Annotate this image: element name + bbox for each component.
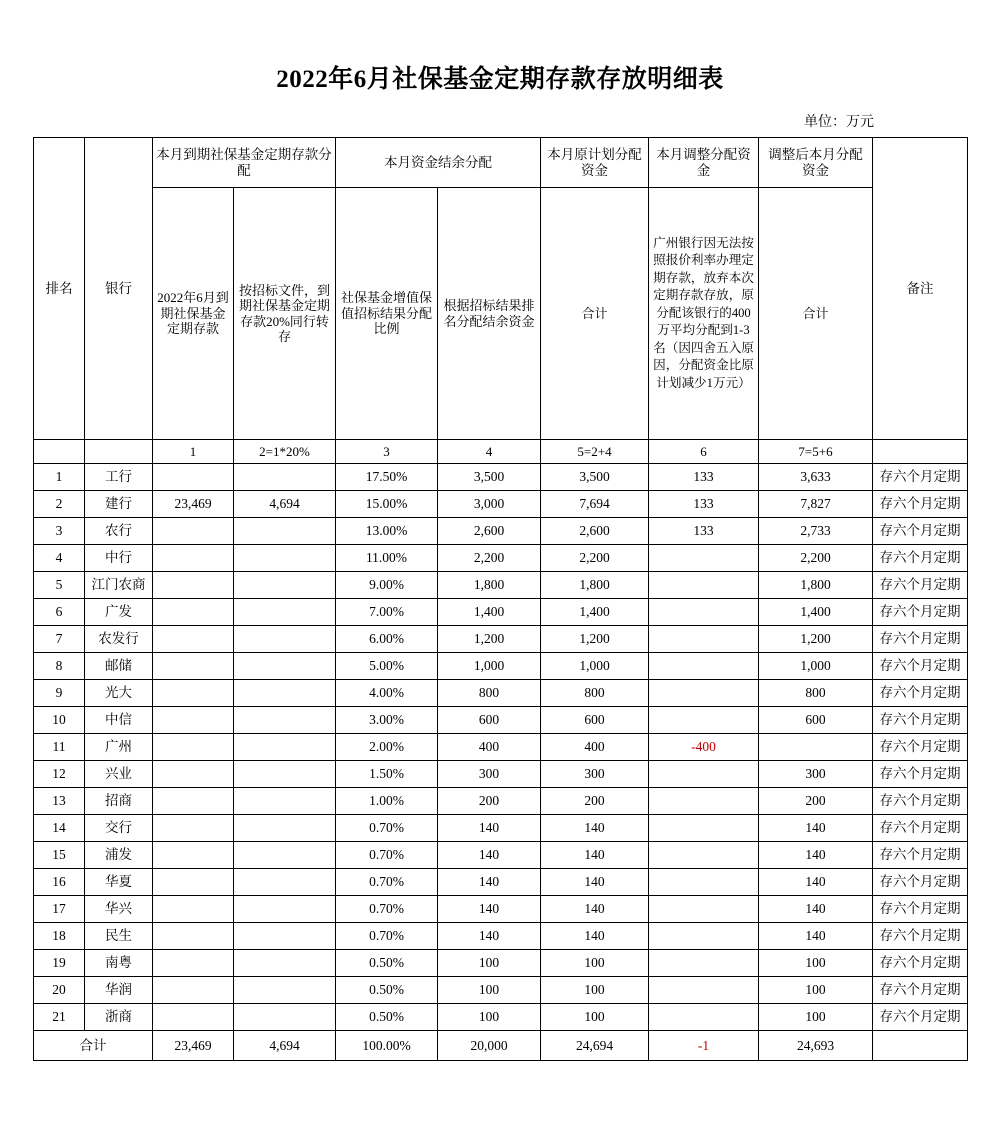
cell-col6 (649, 896, 759, 923)
cell-col4: 1,400 (438, 599, 541, 626)
table-row (34, 788, 968, 815)
cell-col7: 800 (759, 680, 873, 707)
header-original-plan: 本月原计划分配资金 (541, 138, 649, 188)
cell-col1: 23,469 (153, 491, 234, 518)
cell-rank: 5 (34, 572, 85, 599)
cell-col2 (234, 977, 336, 1004)
cell-col6 (649, 545, 759, 572)
cell-bank: 工行 (85, 464, 153, 491)
total-col4: 20,000 (438, 1031, 541, 1061)
formula-bank (85, 440, 153, 464)
cell-bank: 中信 (85, 707, 153, 734)
cell-rank: 1 (34, 464, 85, 491)
total-col7: 24,693 (759, 1031, 873, 1061)
cell-col6: 133 (649, 464, 759, 491)
cell-bank: 南粤 (85, 950, 153, 977)
cell-rank: 11 (34, 734, 85, 761)
subheader-col2: 按招标文件，到期社保基金定期存款20%同行转存 (234, 188, 336, 440)
cell-remark: 存六个月定期 (873, 842, 968, 869)
cell-col6 (649, 950, 759, 977)
cell-col7: 140 (759, 842, 873, 869)
subheader-col5: 合计 (541, 188, 649, 440)
formula-col6: 6 (649, 440, 759, 464)
cell-col7: 140 (759, 896, 873, 923)
formula-col4: 4 (438, 440, 541, 464)
cell-col4: 1,800 (438, 572, 541, 599)
table-row (34, 680, 968, 707)
cell-rank: 13 (34, 788, 85, 815)
cell-col3: 0.50% (336, 1004, 438, 1031)
header-maturing-allocation: 本月到期社保基金定期存款分配 (153, 138, 336, 188)
cell-col5: 3,500 (541, 464, 649, 491)
subheader-col7: 合计 (759, 188, 873, 440)
cell-col1 (153, 1004, 234, 1031)
table-row (34, 869, 968, 896)
cell-remark: 存六个月定期 (873, 707, 968, 734)
cell-col4: 140 (438, 896, 541, 923)
header-remark: 备注 (873, 138, 968, 440)
cell-bank: 民生 (85, 923, 153, 950)
cell-col6 (649, 761, 759, 788)
cell-col4: 140 (438, 869, 541, 896)
cell-bank: 华夏 (85, 869, 153, 896)
cell-col3: 0.70% (336, 896, 438, 923)
cell-col6 (649, 842, 759, 869)
cell-remark: 存六个月定期 (873, 788, 968, 815)
cell-col5: 800 (541, 680, 649, 707)
subheader-col1: 2022年6月到期社保基金定期存款 (153, 188, 234, 440)
table-row (34, 977, 968, 1004)
cell-col7: 140 (759, 815, 873, 842)
cell-bank: 江门农商 (85, 572, 153, 599)
table-row (34, 815, 968, 842)
cell-col1 (153, 842, 234, 869)
cell-rank: 4 (34, 545, 85, 572)
table-row (34, 950, 968, 977)
cell-col2 (234, 788, 336, 815)
cell-col1 (153, 518, 234, 545)
cell-col1 (153, 734, 234, 761)
cell-col5: 200 (541, 788, 649, 815)
table-row (34, 896, 968, 923)
cell-col7: 2,733 (759, 518, 873, 545)
cell-col7: 2,200 (759, 545, 873, 572)
cell-col5: 600 (541, 707, 649, 734)
table-row (34, 464, 968, 491)
deposit-allocation-table (33, 137, 968, 1061)
cell-col5: 140 (541, 923, 649, 950)
cell-col6 (649, 572, 759, 599)
cell-col5: 1,800 (541, 572, 649, 599)
cell-col4: 1,200 (438, 626, 541, 653)
cell-col3: 0.70% (336, 815, 438, 842)
cell-col5: 140 (541, 869, 649, 896)
cell-col7 (759, 734, 873, 761)
cell-rank: 14 (34, 815, 85, 842)
cell-col2 (234, 707, 336, 734)
cell-col6: -400 (649, 734, 759, 761)
page-title: 2022年6月社保基金定期存款存放明细表 (276, 66, 724, 93)
cell-remark: 存六个月定期 (873, 626, 968, 653)
cell-col6: 133 (649, 491, 759, 518)
cell-col6 (649, 707, 759, 734)
cell-rank: 2 (34, 491, 85, 518)
cell-col2 (234, 653, 336, 680)
cell-remark: 存六个月定期 (873, 653, 968, 680)
cell-col4: 400 (438, 734, 541, 761)
header-adjusted-amount: 本月调整分配资金 (649, 138, 759, 188)
cell-remark: 存六个月定期 (873, 572, 968, 599)
cell-col1 (153, 626, 234, 653)
cell-col5: 100 (541, 950, 649, 977)
table-row (34, 518, 968, 545)
cell-col7: 100 (759, 977, 873, 1004)
cell-col4: 100 (438, 950, 541, 977)
cell-bank: 农行 (85, 518, 153, 545)
cell-col2 (234, 572, 336, 599)
header-after-adjustment: 调整后本月分配资金 (759, 138, 873, 188)
table-row (34, 707, 968, 734)
cell-remark: 存六个月定期 (873, 545, 968, 572)
formula-remark (873, 440, 968, 464)
cell-col6 (649, 599, 759, 626)
cell-bank: 兴业 (85, 761, 153, 788)
cell-remark: 存六个月定期 (873, 761, 968, 788)
table-row (34, 842, 968, 869)
header-balance-allocation: 本月资金结余分配 (336, 138, 541, 188)
cell-col7: 1,400 (759, 599, 873, 626)
cell-col1 (153, 653, 234, 680)
cell-col1 (153, 869, 234, 896)
cell-col1 (153, 707, 234, 734)
cell-rank: 7 (34, 626, 85, 653)
cell-col6 (649, 788, 759, 815)
cell-col5: 300 (541, 761, 649, 788)
cell-col5: 1,200 (541, 626, 649, 653)
cell-col4: 140 (438, 923, 541, 950)
cell-col3: 0.70% (336, 923, 438, 950)
cell-remark: 存六个月定期 (873, 950, 968, 977)
total-col6: -1 (649, 1031, 759, 1061)
table-row (34, 572, 968, 599)
cell-col2 (234, 599, 336, 626)
table-row (34, 923, 968, 950)
cell-col3: 0.70% (336, 842, 438, 869)
cell-col7: 1,200 (759, 626, 873, 653)
cell-col1 (153, 896, 234, 923)
table-row (34, 545, 968, 572)
cell-col5: 140 (541, 896, 649, 923)
cell-col7: 200 (759, 788, 873, 815)
formula-col1: 1 (153, 440, 234, 464)
cell-col6 (649, 977, 759, 1004)
total-col1: 23,469 (153, 1031, 234, 1061)
cell-col4: 140 (438, 815, 541, 842)
cell-bank: 华兴 (85, 896, 153, 923)
cell-col2 (234, 869, 336, 896)
cell-col3: 4.00% (336, 680, 438, 707)
cell-rank: 8 (34, 653, 85, 680)
cell-col6 (649, 680, 759, 707)
cell-remark: 存六个月定期 (873, 923, 968, 950)
cell-col3: 0.50% (336, 977, 438, 1004)
cell-bank: 交行 (85, 815, 153, 842)
cell-rank: 16 (34, 869, 85, 896)
cell-remark: 存六个月定期 (873, 1004, 968, 1031)
header-bank: 银行 (85, 138, 153, 440)
cell-rank: 19 (34, 950, 85, 977)
cell-col3: 9.00% (336, 572, 438, 599)
cell-col2 (234, 815, 336, 842)
cell-col5: 1,000 (541, 653, 649, 680)
cell-bank: 农发行 (85, 626, 153, 653)
cell-bank: 建行 (85, 491, 153, 518)
cell-col2 (234, 734, 336, 761)
cell-bank: 光大 (85, 680, 153, 707)
cell-col3: 5.00% (336, 653, 438, 680)
cell-col1 (153, 977, 234, 1004)
cell-col5: 2,200 (541, 545, 649, 572)
cell-col1 (153, 950, 234, 977)
cell-col2 (234, 950, 336, 977)
cell-col6 (649, 815, 759, 842)
cell-col5: 2,600 (541, 518, 649, 545)
cell-col7: 1,800 (759, 572, 873, 599)
cell-col1 (153, 680, 234, 707)
cell-col6 (649, 923, 759, 950)
cell-col1 (153, 545, 234, 572)
cell-col5: 100 (541, 977, 649, 1004)
cell-col1 (153, 599, 234, 626)
cell-col4: 3,500 (438, 464, 541, 491)
cell-col4: 140 (438, 842, 541, 869)
cell-col7: 140 (759, 923, 873, 950)
cell-col2 (234, 1004, 336, 1031)
cell-bank: 广发 (85, 599, 153, 626)
table-header-group-row (34, 138, 968, 188)
cell-col5: 400 (541, 734, 649, 761)
cell-bank: 中行 (85, 545, 153, 572)
table-row (34, 761, 968, 788)
table-row (34, 599, 968, 626)
cell-col3: 0.70% (336, 869, 438, 896)
cell-col3: 6.00% (336, 626, 438, 653)
cell-rank: 9 (34, 680, 85, 707)
cell-col4: 100 (438, 1004, 541, 1031)
cell-rank: 20 (34, 977, 85, 1004)
cell-col2 (234, 464, 336, 491)
cell-remark: 存六个月定期 (873, 680, 968, 707)
cell-remark: 存六个月定期 (873, 977, 968, 1004)
cell-col4: 2,600 (438, 518, 541, 545)
cell-col2 (234, 842, 336, 869)
cell-col3: 13.00% (336, 518, 438, 545)
cell-col7: 1,000 (759, 653, 873, 680)
cell-rank: 15 (34, 842, 85, 869)
cell-col3: 1.50% (336, 761, 438, 788)
cell-col6 (649, 626, 759, 653)
cell-rank: 6 (34, 599, 85, 626)
total-label: 合计 (34, 1031, 153, 1061)
cell-col2 (234, 896, 336, 923)
cell-col4: 100 (438, 977, 541, 1004)
table-row (34, 626, 968, 653)
cell-col2 (234, 680, 336, 707)
cell-remark: 存六个月定期 (873, 734, 968, 761)
cell-col6 (649, 869, 759, 896)
cell-col4: 1,000 (438, 653, 541, 680)
cell-rank: 17 (34, 896, 85, 923)
cell-col4: 2,200 (438, 545, 541, 572)
cell-remark: 存六个月定期 (873, 815, 968, 842)
cell-col4: 300 (438, 761, 541, 788)
formula-col5: 5=2+4 (541, 440, 649, 464)
cell-col7: 7,827 (759, 491, 873, 518)
cell-col1 (153, 815, 234, 842)
cell-col1 (153, 788, 234, 815)
table-row (34, 653, 968, 680)
table-row (34, 1004, 968, 1031)
formula-col2: 2=1*20% (234, 440, 336, 464)
cell-col1 (153, 572, 234, 599)
table-body (34, 464, 968, 1031)
cell-col5: 1,400 (541, 599, 649, 626)
cell-col4: 3,000 (438, 491, 541, 518)
cell-rank: 21 (34, 1004, 85, 1031)
total-col3: 100.00% (336, 1031, 438, 1061)
cell-col1 (153, 464, 234, 491)
cell-col7: 300 (759, 761, 873, 788)
cell-remark: 存六个月定期 (873, 869, 968, 896)
total-remark (873, 1031, 968, 1061)
cell-col4: 200 (438, 788, 541, 815)
cell-col4: 600 (438, 707, 541, 734)
cell-col7: 600 (759, 707, 873, 734)
table-container (0, 137, 1000, 1061)
cell-remark: 存六个月定期 (873, 491, 968, 518)
table-formula-row (34, 440, 968, 464)
cell-col2 (234, 626, 336, 653)
cell-remark: 存六个月定期 (873, 464, 968, 491)
cell-col3: 0.50% (336, 950, 438, 977)
cell-col4: 800 (438, 680, 541, 707)
subheader-col3: 社保基金增值保值招标结果分配比例 (336, 188, 438, 440)
cell-bank: 广州 (85, 734, 153, 761)
cell-col5: 7,694 (541, 491, 649, 518)
total-col2: 4,694 (234, 1031, 336, 1061)
cell-col3: 7.00% (336, 599, 438, 626)
cell-remark: 存六个月定期 (873, 599, 968, 626)
table-total-row (34, 1031, 968, 1061)
cell-col5: 140 (541, 842, 649, 869)
cell-col6 (649, 653, 759, 680)
cell-remark: 存六个月定期 (873, 896, 968, 923)
cell-col6 (649, 1004, 759, 1031)
cell-col3: 3.00% (336, 707, 438, 734)
cell-col3: 11.00% (336, 545, 438, 572)
formula-col7: 7=5+6 (759, 440, 873, 464)
cell-bank: 浦发 (85, 842, 153, 869)
cell-col7: 100 (759, 950, 873, 977)
formula-rank (34, 440, 85, 464)
cell-col7: 3,633 (759, 464, 873, 491)
header-rank: 排名 (34, 138, 85, 440)
cell-col2 (234, 518, 336, 545)
cell-col2: 4,694 (234, 491, 336, 518)
cell-col6: 133 (649, 518, 759, 545)
cell-col7: 140 (759, 869, 873, 896)
cell-col7: 100 (759, 1004, 873, 1031)
formula-col3: 3 (336, 440, 438, 464)
cell-bank: 邮储 (85, 653, 153, 680)
cell-col5: 100 (541, 1004, 649, 1031)
cell-rank: 10 (34, 707, 85, 734)
cell-rank: 3 (34, 518, 85, 545)
table-header-sub-row (34, 188, 968, 440)
subheader-col6-note: 广州银行因无法按照报价利率办理定期存款，放弃本次定期存款存放，原分配该银行的400万平均分配到1-3名（因四舍五入原因，分配资金比原计划减少1万元） (649, 188, 759, 440)
cell-col2 (234, 761, 336, 788)
cell-bank: 华润 (85, 977, 153, 1004)
cell-remark: 存六个月定期 (873, 518, 968, 545)
cell-col3: 15.00% (336, 491, 438, 518)
total-col5: 24,694 (541, 1031, 649, 1061)
table-row (34, 491, 968, 518)
cell-bank: 招商 (85, 788, 153, 815)
cell-col3: 1.00% (336, 788, 438, 815)
cell-rank: 18 (34, 923, 85, 950)
subheader-col4: 根据招标结果排名分配结余资金 (438, 188, 541, 440)
unit-label: 单位：万元 (804, 115, 874, 130)
cell-col1 (153, 923, 234, 950)
cell-col2 (234, 545, 336, 572)
cell-col3: 17.50% (336, 464, 438, 491)
table-row (34, 734, 968, 761)
cell-bank: 浙商 (85, 1004, 153, 1031)
cell-col5: 140 (541, 815, 649, 842)
cell-col3: 2.00% (336, 734, 438, 761)
cell-col1 (153, 761, 234, 788)
cell-col2 (234, 923, 336, 950)
cell-rank: 12 (34, 761, 85, 788)
